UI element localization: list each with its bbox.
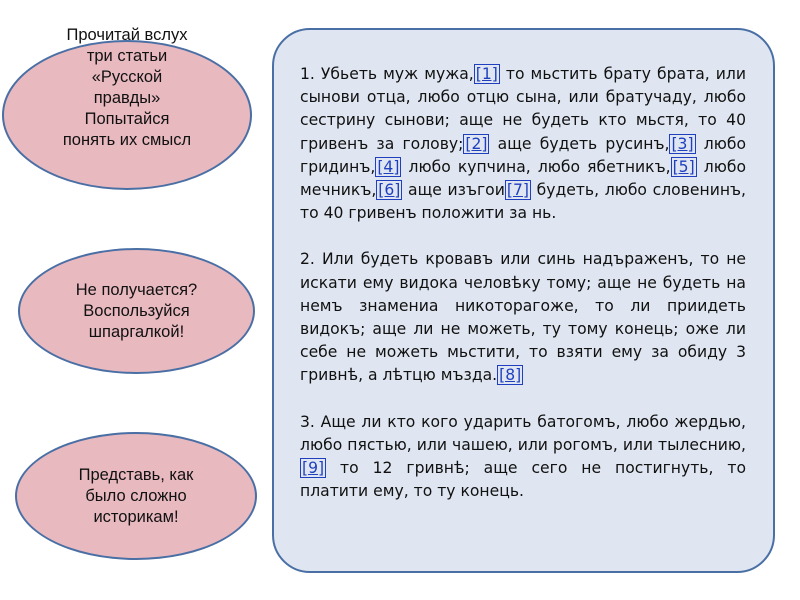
footnote-link[interactable]: [4] bbox=[377, 157, 400, 176]
articles-text bbox=[300, 63, 746, 503]
footnote-link[interactable]: [6] bbox=[378, 181, 401, 200]
footnote-link[interactable]: [1] bbox=[475, 65, 498, 83]
article-1 bbox=[300, 63, 746, 225]
instruction-oval-read-aloud bbox=[2, 26, 252, 190]
russkaya-pravda-text-panel bbox=[272, 28, 775, 573]
footnote-link[interactable]: [9] bbox=[302, 459, 325, 478]
article-3 bbox=[300, 411, 746, 504]
article-text-fragment: аще изъгои bbox=[402, 181, 505, 200]
article-text-fragment: то мьстить брату брата, или сынови отца, любо отцю сына, или братучаду, любо сестрину сынови; аще не будеть кто мьстя, то 40 гривенъ за голову; bbox=[300, 65, 746, 153]
article-2 bbox=[300, 248, 746, 387]
instruction-text-read-aloud: Прочитай вслух три статьи «Русской правды» Попытайся понять их смысл bbox=[62, 26, 192, 149]
article-text-fragment: то 12 гривнѣ; аще сего не постигнуть, то платити ему, то ту конець. bbox=[300, 459, 746, 501]
article-text-fragment: аще будеть русинъ, bbox=[489, 134, 670, 153]
instruction-oval-historians bbox=[15, 432, 257, 560]
footnote-link[interactable]: [8] bbox=[499, 366, 522, 385]
instruction-text-cheatsheet: Не получается? Воспользуйся шпаргалкой! bbox=[75, 280, 198, 341]
article-text-fragment: любо гридинъ, bbox=[300, 134, 746, 176]
footnote-link[interactable]: [3] bbox=[671, 134, 694, 153]
instruction-text-historians: Представь, как было сложно историкам! bbox=[78, 465, 194, 526]
article-text-fragment: 3. Аще ли кто кого ударить батогомъ, любо жердью, любо пястью, или чашею, или рогомъ, или тылеснию, bbox=[300, 412, 746, 454]
article-text-fragment: любо мечникъ, bbox=[300, 157, 746, 200]
article-text-fragment: 2. Или будеть кровавъ или синь надъраженъ, то не искати ему видока человѣку тому; аще не будеть на немъ знамениа никоторагоже, то ли приидеть видокъ; аще ли не можеть, ту тому конець; оже ли себе не можеть мьстити, то взяти ему за обиду 3 гривнѣ, а лѣтцю мъзда. bbox=[300, 250, 746, 385]
footnote-link[interactable]: [2] bbox=[465, 134, 488, 153]
footnote-link[interactable]: [7] bbox=[506, 181, 529, 200]
footnote-link[interactable]: [5] bbox=[672, 157, 695, 176]
article-text-fragment: 1. Убьеть муж мужа, bbox=[300, 65, 474, 83]
instruction-oval-cheatsheet bbox=[18, 248, 255, 374]
article-text-fragment: любо купчина, любо ябетникъ, bbox=[401, 157, 671, 176]
article-text-fragment: будеть, любо словенинъ, то 40 гривенъ положити за нь. bbox=[300, 181, 746, 223]
